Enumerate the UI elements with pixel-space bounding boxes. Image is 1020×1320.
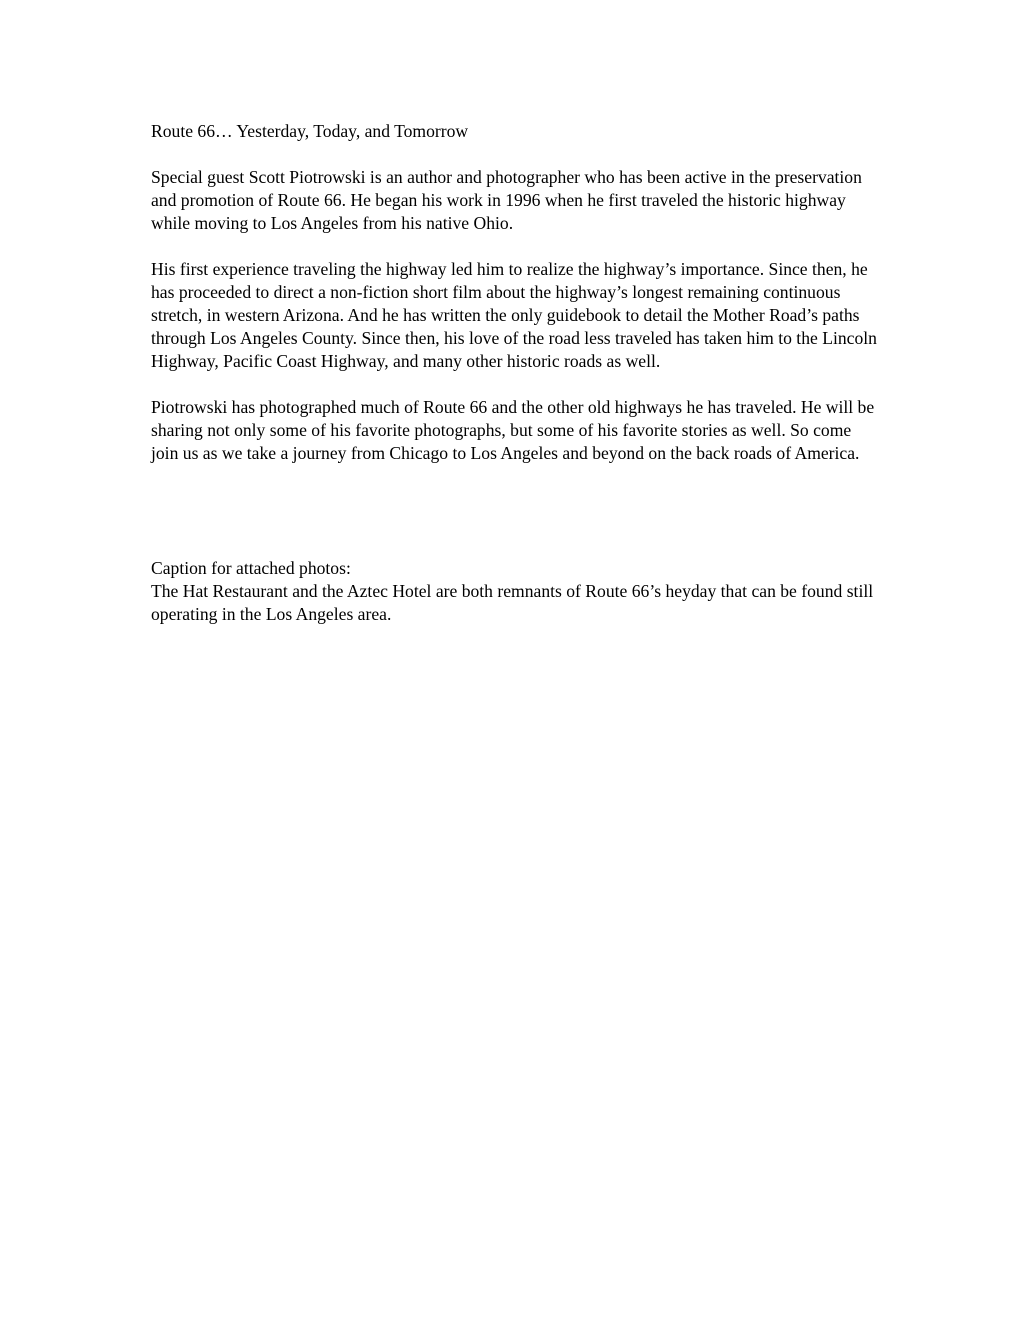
- caption-text: The Hat Restaurant and the Aztec Hotel are both remnants of Route 66’s heyday that can be found still operating in the Los Angeles area.: [151, 581, 874, 624]
- paragraph-experience: His first experience traveling the highway led him to realize the highway’s importance. Since then, he has proceeded to direct a non-fiction short film about the highway’s longest remaining continuous stretch, in western Arizona. And he has written the only guidebook to detail the Mother Road’s paths through Los Angeles County. Since then, his love of the road less traveled has taken him to the Lincoln Highway, Pacific Coast Highway, and many other historic roads as well.: [151, 259, 877, 371]
- paragraph-intro: Special guest Scott Piotrowski is an author and photographer who has been active in the preservation and promotion of Route 66. He began his work in 1996 when he first traveled the historic highway while moving to Los Angeles from his native Ohio.: [151, 167, 862, 233]
- document-title: Route 66… Yesterday, Today, and Tomorrow: [151, 121, 469, 141]
- document-body: [151, 120, 881, 626]
- caption-label: Caption for attached photos:: [151, 558, 351, 578]
- blank-space: [151, 488, 881, 557]
- paragraph-photographs: Piotrowski has photographed much of Route 66 and the other old highways he has traveled. He will be sharing not only some of his favorite photographs, but some of his favorite stories as well. So come join us as we take a journey from Chicago to Los Angeles and beyond on the back roads of America.: [151, 397, 875, 463]
